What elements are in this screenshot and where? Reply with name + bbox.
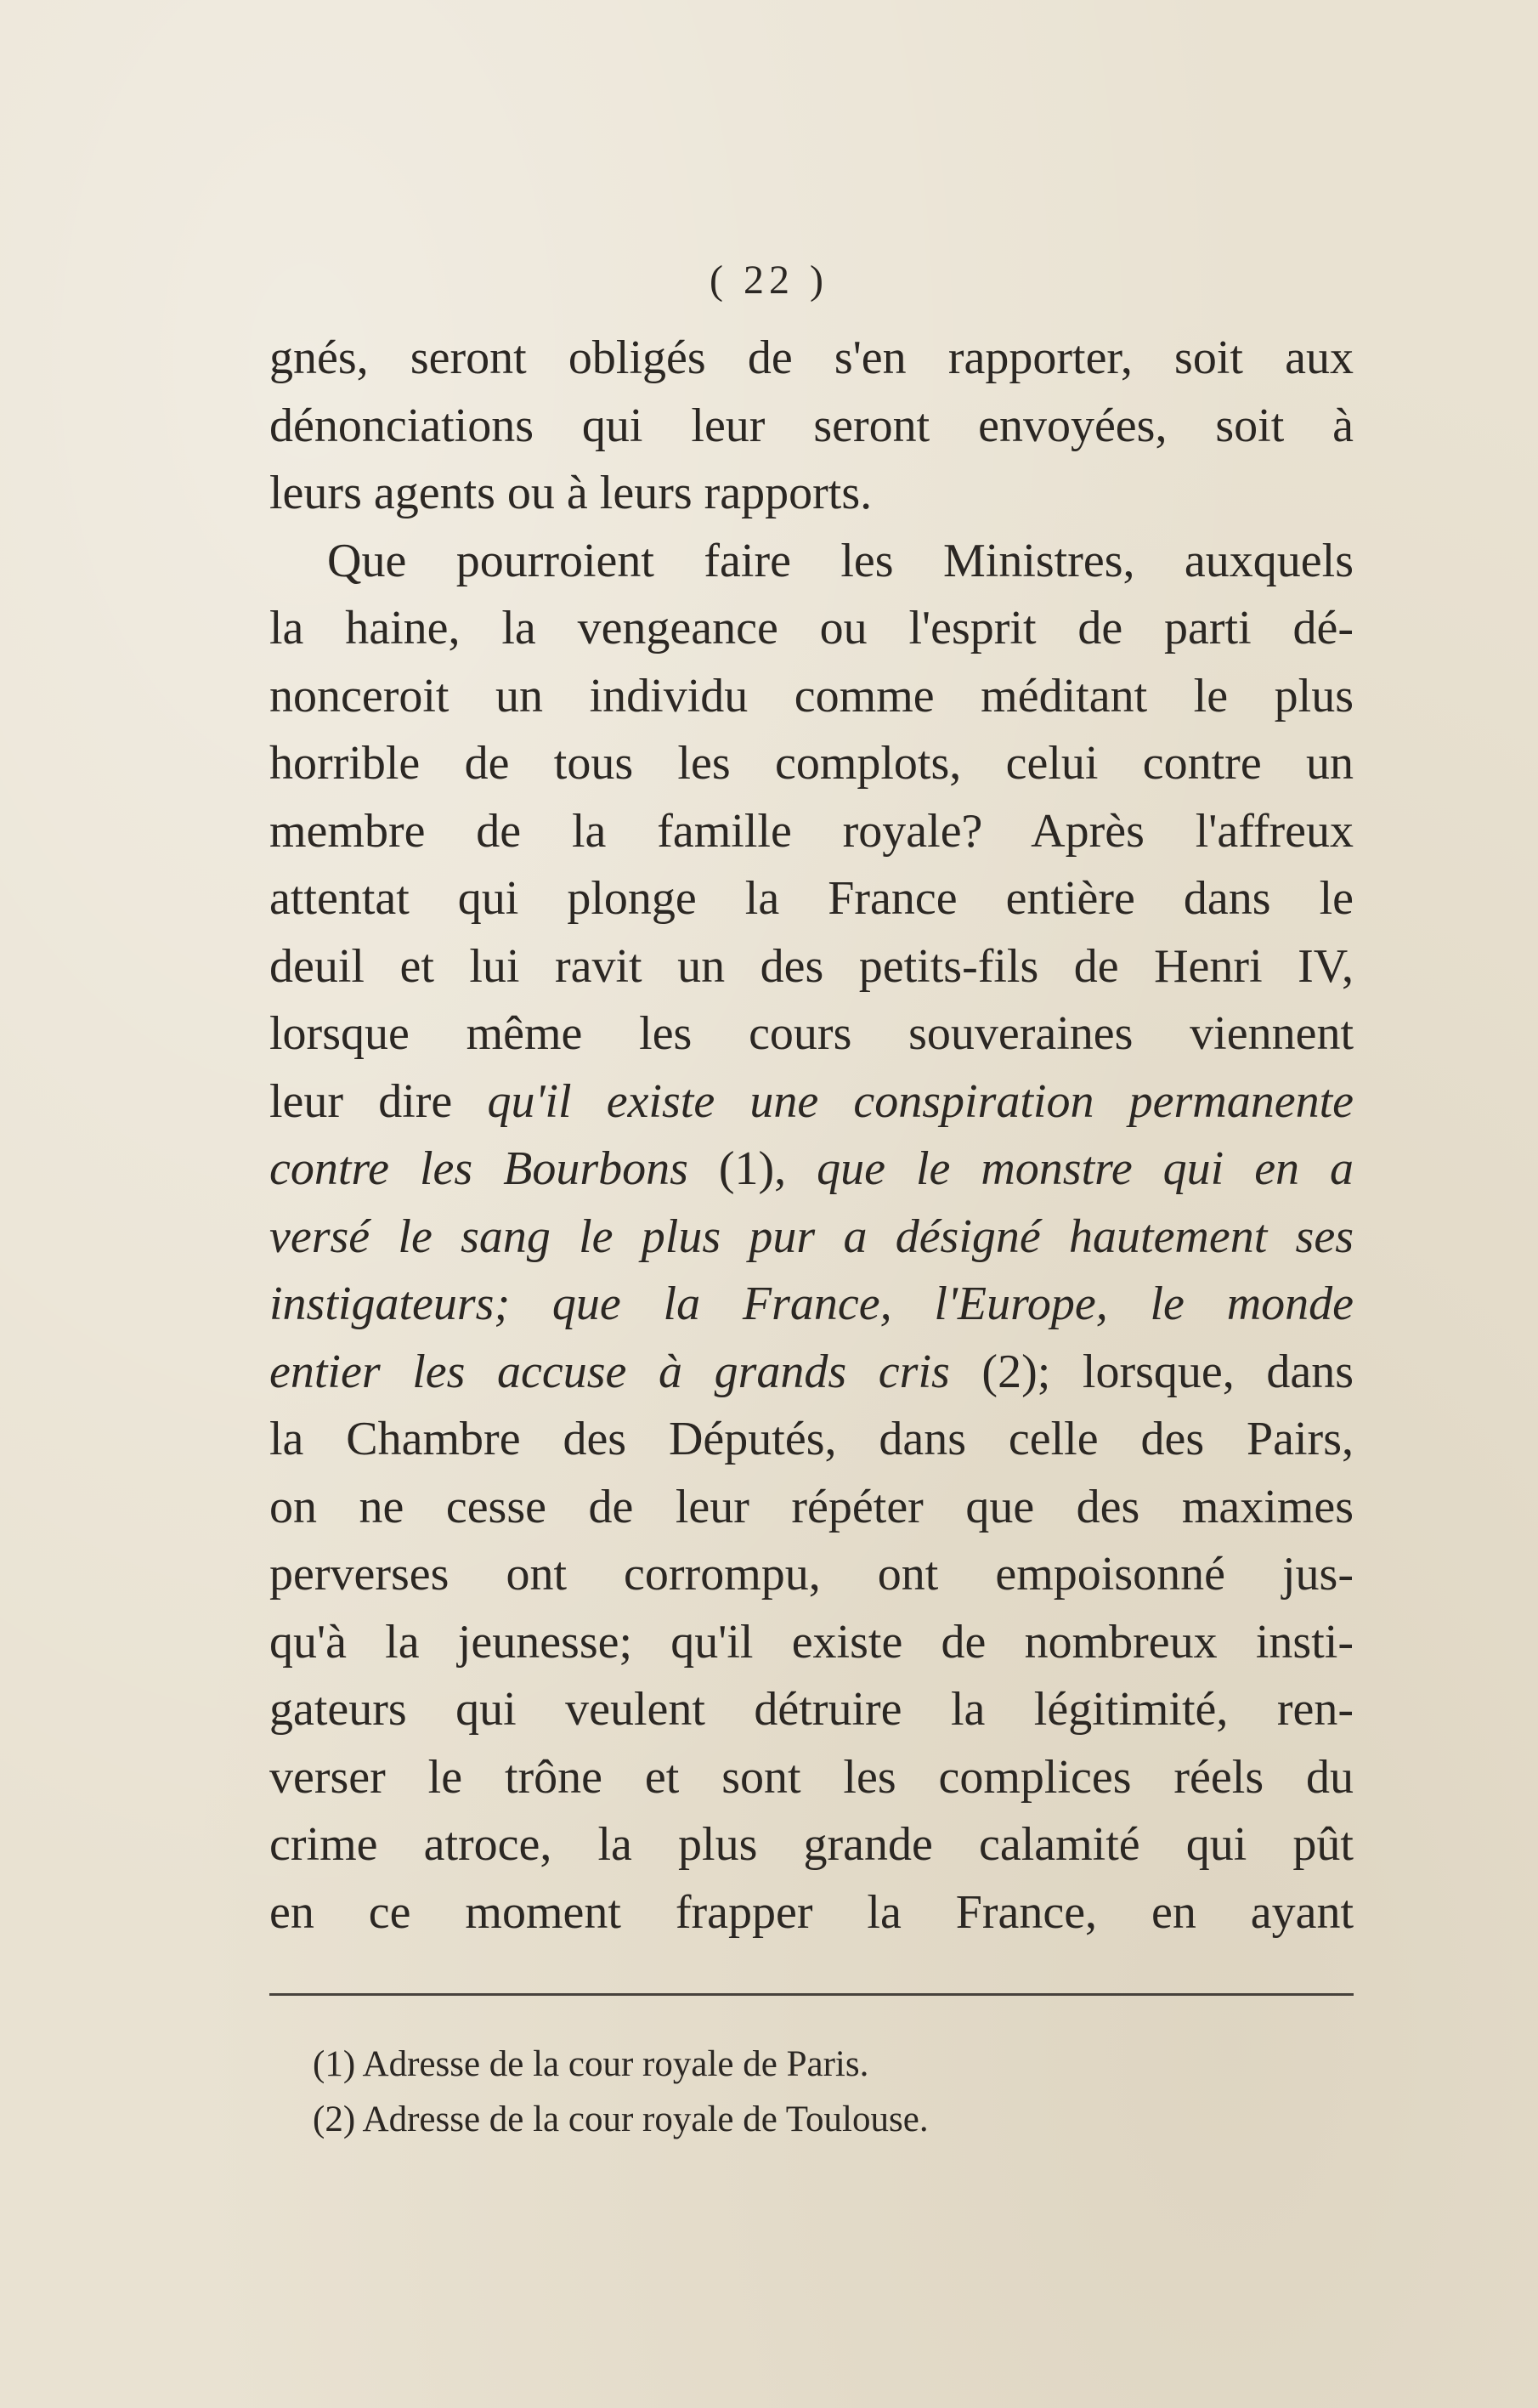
italic-quote: que le monstre qui en a bbox=[817, 1142, 1354, 1195]
text-line: la Chambre des Députés, dans celle des Pairs, bbox=[269, 1413, 1354, 1465]
text-line: dénonciations qui leur seront envoyées, soit à bbox=[269, 399, 1354, 452]
text-line: deuil et lui ravit un des petits-fils de Henri IV, bbox=[269, 939, 1354, 993]
body-text bbox=[269, 325, 1354, 1946]
text-line: en ce moment frapper la France, en ayant bbox=[269, 1885, 1354, 1939]
text-line: instigateurs; que la France, l'Europe, le monde bbox=[269, 1278, 1354, 1330]
text-line: horrible de tous les complots, celui contre un bbox=[269, 737, 1354, 790]
italic-quote: qu'il existe une conspiration permanente bbox=[487, 1074, 1354, 1128]
text-line: entier les accuse à grands cris (2); lorsque, dans bbox=[269, 1345, 1354, 1398]
text-line: la haine, la vengeance ou l'esprit de parti dé- bbox=[269, 602, 1354, 654]
text-line: perverses ont corrompu, ont empoisonné jus- bbox=[269, 1548, 1354, 1601]
text-line: lorsque même les cours souveraines viennent bbox=[269, 1007, 1354, 1060]
text-line: attentat qui plonge la France entière dans le bbox=[269, 872, 1354, 925]
text-line: gnés, seront obligés de s'en rapporter, soit aux bbox=[269, 331, 1354, 384]
text-line: gateurs qui veulent détruire la légitimité, ren- bbox=[269, 1683, 1354, 1736]
text-line: membre de la famille royale? Après l'affreux bbox=[269, 804, 1354, 858]
footnote-divider bbox=[269, 1993, 1354, 1996]
text-line: crime atroce, la plus grande calamité qui pût bbox=[269, 1818, 1354, 1871]
footnotes bbox=[313, 2037, 1332, 2147]
italic-quote: contre les Bourbons bbox=[269, 1142, 688, 1195]
text-line: leurs agents ou à leurs rapports. bbox=[269, 467, 873, 519]
italic-quote: entier les accuse à grands cris bbox=[269, 1345, 950, 1398]
text-line: contre les Bourbons (1), que le monstre qui en a bbox=[269, 1142, 1354, 1195]
text-line: on ne cesse de leur répéter que des maximes bbox=[269, 1480, 1354, 1533]
text-line: versé le sang le plus pur a désigné hautement ses bbox=[269, 1210, 1354, 1263]
footnote: (1) Adresse de la cour royale de Paris. bbox=[313, 2044, 869, 2084]
text-line: verser le trône et sont les complices réels du bbox=[269, 1750, 1354, 1804]
footnote: (2) Adresse de la cour royale de Toulouse. bbox=[313, 2099, 929, 2139]
text-line: leur dire qu'il existe une conspiration permanente bbox=[269, 1074, 1354, 1128]
text-line: Que pourroient faire les Ministres, auxquels bbox=[327, 534, 1354, 587]
text-line: nonceroit un individu comme méditant le plus bbox=[269, 669, 1354, 722]
page-number: ( 22 ) bbox=[710, 258, 828, 303]
text-line: qu'à la jeunesse; qu'il existe de nombreux insti- bbox=[269, 1615, 1354, 1669]
